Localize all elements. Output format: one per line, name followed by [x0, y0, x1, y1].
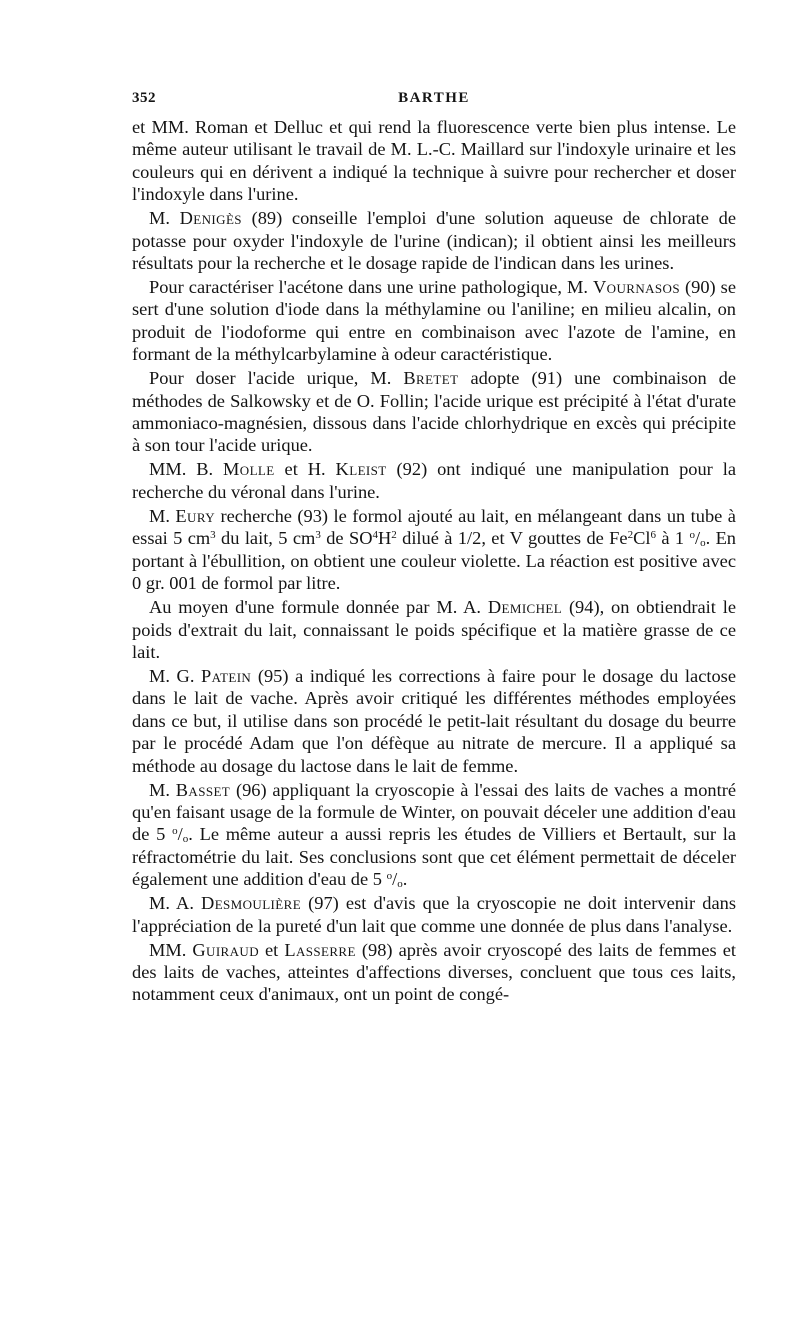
author-name: Eury	[175, 505, 215, 526]
paragraph	[132, 458, 736, 503]
text-run: et MM. Roman et Delluc et qui rend la fluorescence verte bien plus intense. Le même auteur utilisant le travail de M. L.-C. Maillard sur l'indoxyle urinaire et les couleurs qui en dérivent a indiqué la technique à suivre pour rechercher et doser l'indoxyle dans l'urine.	[132, 117, 736, 205]
text-run: et H.	[274, 459, 336, 480]
paragraph	[132, 367, 736, 457]
text-run: MM. B.	[149, 459, 224, 480]
superscript: o	[172, 825, 178, 838]
running-head	[132, 88, 736, 116]
paragraph	[132, 939, 736, 1006]
text-run: Au moyen d'une formule donnée par M. A.	[149, 597, 488, 618]
author-name: Basset	[175, 779, 231, 800]
paragraph	[132, 505, 736, 595]
text-run: de SO	[320, 528, 373, 549]
text-run: (90) se sert d'une solution d'iode dans la méthylamine ou l'aniline; en milieu alcalin, on produit de l'iodoforme qui entre en combinaison avec l'azote de l'amine, en formant de la méthylcarbylamine à odeur caractéristique.	[132, 277, 736, 365]
author-name: Demichel	[487, 597, 563, 618]
superscript: o	[689, 529, 695, 542]
text-run: et	[258, 939, 285, 960]
text-run: Pour caractériser l'acétone dans une urine pathologique, M.	[149, 277, 593, 298]
text-run: /	[694, 528, 701, 549]
text-run: M.	[149, 505, 176, 526]
author-name: Lasserre	[284, 939, 356, 960]
subscript: o	[700, 537, 706, 550]
body-text	[132, 116, 736, 1006]
text-run: M. G.	[149, 665, 202, 686]
text-run: (89) conseille l'emploi d'une solution aqueuse de chlorate de potasse pour oxyder l'indoxyle de l'urine (indican); il obtient ainsi les meilleurs résultats pour la recherche et le dosage rapide de l'indican dans les urines.	[132, 208, 736, 274]
paragraph	[132, 596, 736, 663]
text-run: H	[377, 528, 392, 549]
text-run: Pour doser l'acide urique, M.	[149, 368, 404, 389]
book-page	[132, 88, 736, 1007]
text-run: (96) appliquant la cryoscopie à l'essai des laits de vaches a montré qu'en faisant usage de la formule de Winter, on pouvait déceler une addition d'eau de 5	[132, 779, 736, 845]
text-run: Cl	[633, 528, 651, 549]
superscript: 3	[315, 529, 321, 542]
subscript: o	[182, 833, 189, 846]
author-name: Vournasos	[593, 277, 680, 298]
paragraph	[132, 207, 736, 274]
superscript: 6	[650, 529, 656, 542]
author-name: Desmoulière	[201, 893, 302, 914]
text-run: recherche (93) le formol ajouté au lait, en mélangeant dans un tube à essai 5 cm	[132, 505, 736, 549]
text-run: (95) a indiqué les corrections à faire pour le dosage du lactose dans le lait de vache. Après avoir critiqué les différentes méthodes employées dans ce but, il utilise dans son procédé le petit-lait résultant du dosage du beurre par le procédé Adam que l'on défèque au nitrate de mercure. Il a appliqué sa méthode au dosage du lactose dans le lait de femme.	[132, 665, 736, 776]
text-run: . En portant à l'ébullition, on obtient une couleur violette. La réaction est positive avec 0 gr. 001 de formol par litre.	[132, 528, 736, 594]
superscript: 2	[627, 529, 634, 542]
text-run: M.	[149, 779, 176, 800]
superscript: 2	[391, 529, 397, 542]
author-name: Bretet	[403, 368, 459, 389]
paragraph	[132, 665, 736, 777]
text-run: MM.	[149, 939, 193, 960]
text-run: M. A.	[149, 893, 202, 914]
text-run: . Le même auteur a aussi repris les études de Villiers et Bertault, sur la réfractométrie du lait. Ses conclusions sont que cet élément permettait de déceler également une addition d'eau de 5	[132, 824, 736, 890]
text-run: M.	[149, 208, 180, 229]
author-name: Kleist	[335, 459, 387, 480]
author-name: Patein	[201, 665, 252, 686]
text-run: du lait, 5 cm	[215, 528, 316, 549]
author-name: Denigès	[179, 208, 242, 229]
superscript: o	[386, 870, 393, 883]
paragraph	[132, 892, 736, 937]
paragraph	[132, 116, 736, 206]
author-name: Guiraud	[192, 939, 259, 960]
superscript: 4	[372, 529, 378, 542]
author-name: Molle	[223, 459, 275, 480]
paragraph	[132, 779, 736, 891]
text-run: (94), on obtiendrait le poids d'extrait du lait, connaissant le poids spécifique et la matière grasse de ce lait.	[132, 597, 736, 662]
superscript: 3	[210, 529, 216, 542]
text-run: (98) après avoir cryoscopé des laits de femmes et des laits de vaches, atteintes d'affections diverses, concluent que tous ces laits, notamment ceux d'animaux, ont un point de congé-	[132, 939, 736, 1005]
text-run: (92) ont indiqué une manipulation pour la recherche du véronal dans l'urine.	[132, 459, 736, 502]
text-run: à 1	[655, 528, 690, 549]
text-run: adopte (91) une combinaison de méthodes de Salkowsky et de O. Follin; l'acide urique est précipité à l'état d'urate ammoniaco-magnésien, dissous dans l'acide chlorhydrique en excès qui précipite à son tour l'acide urique.	[132, 368, 736, 456]
text-run: (97) est d'avis que la cryoscopie ne doit intervenir dans l'appréciation de la pureté d'un lait que comme une donnée de plus dans l'analyse.	[132, 893, 736, 936]
running-title: BARTHE	[398, 90, 470, 106]
paragraph	[132, 276, 736, 366]
text-run: dilué à 1/2, et V gouttes de Fe	[396, 528, 628, 549]
subscript: o	[397, 878, 403, 891]
text-run: /	[177, 824, 183, 845]
text-run: /	[392, 869, 398, 890]
text-run: .	[402, 869, 408, 890]
page-number: 352	[132, 90, 156, 106]
